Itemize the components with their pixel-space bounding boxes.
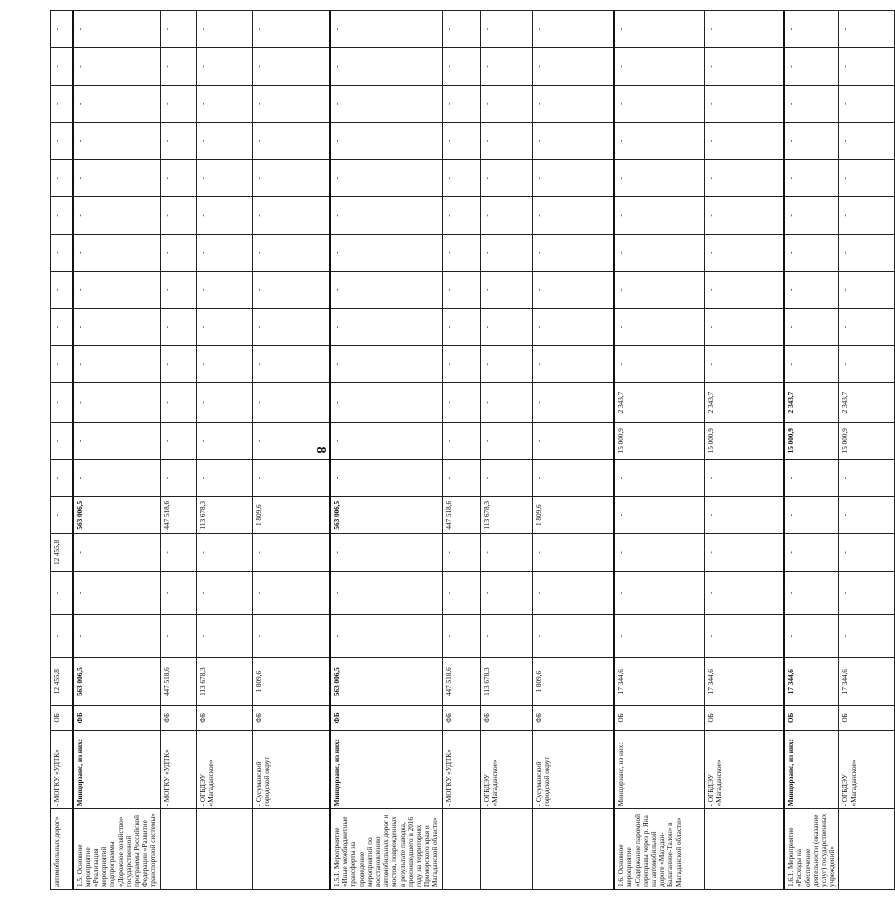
cell-c14: - xyxy=(73,271,161,308)
cell-c11: - xyxy=(196,383,252,422)
table-row xyxy=(442,11,480,890)
cell-c18: - xyxy=(784,122,839,159)
page-number: 8 xyxy=(313,446,328,454)
cell-c3: ФБ xyxy=(532,705,614,730)
cell-c6: - xyxy=(704,571,784,614)
cell-c9: - xyxy=(196,459,252,496)
cell-c15: - xyxy=(480,234,532,271)
cell-c11: 2 343,7 xyxy=(704,383,784,422)
cell-c5: - xyxy=(73,614,161,657)
cell-c9: - xyxy=(614,459,704,496)
cell-c16: - xyxy=(614,197,704,234)
cell-c7: - xyxy=(73,534,161,571)
cell-c18: - xyxy=(480,122,532,159)
cell-c11: - xyxy=(252,383,330,422)
cell-c6: - xyxy=(784,571,839,614)
cell-c1 xyxy=(839,809,895,890)
cell-c1: 1.6.1. Мероприятие «Расходы на обеспечение деятельности (оказание услуг) государственных учреждений» xyxy=(784,809,839,890)
cell-c7: - xyxy=(160,534,196,571)
cell-c1 xyxy=(442,809,480,890)
cell-c2: - МОГКУ «УДТК» xyxy=(442,730,480,809)
cell-c10: - xyxy=(480,422,532,459)
cell-c17: - xyxy=(160,160,196,197)
cell-c8: - xyxy=(839,497,895,534)
cell-c10: 15 000,9 xyxy=(614,422,704,459)
cell-c6: - xyxy=(51,571,73,614)
table-row xyxy=(252,11,330,890)
cell-c17: - xyxy=(532,160,614,197)
cell-c2: - Сусуманский городской округ xyxy=(252,730,330,809)
cell-c14: - xyxy=(532,271,614,308)
table-row xyxy=(330,11,442,890)
cell-c20: - xyxy=(614,48,704,85)
cell-c8: - xyxy=(614,497,704,534)
cell-c19: - xyxy=(73,85,161,122)
cell-c16: - xyxy=(160,197,196,234)
cell-c12: - xyxy=(73,346,161,383)
cell-c4: 17 344,6 xyxy=(784,658,839,706)
cell-c21: - xyxy=(51,11,73,48)
cell-c4: 1 809,6 xyxy=(252,658,330,706)
cell-c8: - xyxy=(704,497,784,534)
budget-table xyxy=(50,10,895,890)
cell-c2: Минцорзанс, из них: xyxy=(784,730,839,809)
cell-c21: - xyxy=(532,11,614,48)
cell-c3: ФБ xyxy=(160,705,196,730)
cell-c14: - xyxy=(330,271,442,308)
cell-c21: - xyxy=(614,11,704,48)
cell-c12: - xyxy=(51,346,73,383)
cell-c15: - xyxy=(614,234,704,271)
cell-c15: - xyxy=(442,234,480,271)
cell-c5: - xyxy=(704,614,784,657)
cell-c4: 12 455,8 xyxy=(51,658,73,706)
cell-c12: - xyxy=(196,346,252,383)
cell-c18: - xyxy=(614,122,704,159)
cell-c21: - xyxy=(73,11,161,48)
cell-c15: - xyxy=(160,234,196,271)
cell-c11: - xyxy=(330,383,442,422)
table-row xyxy=(73,11,161,890)
cell-c1 xyxy=(704,809,784,890)
cell-c12: - xyxy=(442,346,480,383)
cell-c19: - xyxy=(160,85,196,122)
cell-c11: - xyxy=(480,383,532,422)
cell-c13: - xyxy=(160,308,196,345)
cell-c12: - xyxy=(784,346,839,383)
cell-c4: 1 809,6 xyxy=(532,658,614,706)
cell-c8: 1 809,6 xyxy=(532,497,614,534)
cell-c1 xyxy=(532,809,614,890)
cell-c20: - xyxy=(252,48,330,85)
cell-c21: - xyxy=(252,11,330,48)
cell-c11: - xyxy=(51,383,73,422)
cell-c15: - xyxy=(532,234,614,271)
cell-c8: 447 518,6 xyxy=(160,497,196,534)
cell-c16: - xyxy=(252,197,330,234)
cell-c14: - xyxy=(614,271,704,308)
cell-c8: 563 006,5 xyxy=(73,497,161,534)
cell-c14: - xyxy=(160,271,196,308)
cell-c9: - xyxy=(480,459,532,496)
cell-c4: 17 344,6 xyxy=(704,658,784,706)
cell-c13: - xyxy=(839,308,895,345)
cell-c15: - xyxy=(784,234,839,271)
cell-c6: - xyxy=(73,571,161,614)
cell-c3: ФБ xyxy=(480,705,532,730)
cell-c9: - xyxy=(160,459,196,496)
cell-c18: - xyxy=(196,122,252,159)
cell-c17: - xyxy=(51,160,73,197)
cell-c7: - xyxy=(532,534,614,571)
cell-c16: - xyxy=(704,197,784,234)
cell-c3: ОБ xyxy=(704,705,784,730)
cell-c5: - xyxy=(51,614,73,657)
cell-c8: - xyxy=(784,497,839,534)
cell-c20: - xyxy=(196,48,252,85)
cell-c4: 563 006,5 xyxy=(73,658,161,706)
cell-c6: - xyxy=(532,571,614,614)
cell-c15: - xyxy=(839,234,895,271)
cell-c13: - xyxy=(480,308,532,345)
cell-c15: - xyxy=(704,234,784,271)
cell-c15: - xyxy=(51,234,73,271)
cell-c11: 2 343,7 xyxy=(614,383,704,422)
cell-c7: - xyxy=(442,534,480,571)
cell-c20: - xyxy=(160,48,196,85)
cell-c21: - xyxy=(442,11,480,48)
cell-c20: - xyxy=(532,48,614,85)
cell-c8: 1 809,6 xyxy=(252,497,330,534)
cell-c11: - xyxy=(73,383,161,422)
cell-c4: 17 344,6 xyxy=(839,658,895,706)
cell-c20: - xyxy=(330,48,442,85)
cell-c4: 447 518,6 xyxy=(442,658,480,706)
cell-c3: ОБ xyxy=(784,705,839,730)
cell-c17: - xyxy=(614,160,704,197)
cell-c7: - xyxy=(614,534,704,571)
cell-c17: - xyxy=(480,160,532,197)
cell-c13: - xyxy=(330,308,442,345)
cell-c19: - xyxy=(480,85,532,122)
cell-c1: автомобильных дорог» xyxy=(51,809,73,890)
cell-c5: - xyxy=(252,614,330,657)
cell-c9: - xyxy=(784,459,839,496)
cell-c9: - xyxy=(704,459,784,496)
cell-c15: - xyxy=(330,234,442,271)
cell-c2: - МОГКУ «УДТК» xyxy=(51,730,73,809)
cell-c13: - xyxy=(704,308,784,345)
cell-c16: - xyxy=(839,197,895,234)
cell-c5: - xyxy=(614,614,704,657)
cell-c21: - xyxy=(839,11,895,48)
cell-c7: 12 455,8 xyxy=(51,534,73,571)
cell-c1 xyxy=(196,809,252,890)
cell-c4: 447 518,6 xyxy=(160,658,196,706)
cell-c18: - xyxy=(330,122,442,159)
cell-c21: - xyxy=(704,11,784,48)
cell-c6: - xyxy=(196,571,252,614)
cell-c19: - xyxy=(839,85,895,122)
cell-c2: - ОГБДЭУ «Магаданское» xyxy=(839,730,895,809)
cell-c12: - xyxy=(160,346,196,383)
cell-c6: - xyxy=(330,571,442,614)
cell-c6: - xyxy=(614,571,704,614)
cell-c17: - xyxy=(252,160,330,197)
cell-c9: - xyxy=(51,459,73,496)
cell-c21: - xyxy=(160,11,196,48)
cell-c14: - xyxy=(252,271,330,308)
cell-c6: - xyxy=(480,571,532,614)
cell-c17: - xyxy=(73,160,161,197)
cell-c13: - xyxy=(196,308,252,345)
cell-c21: - xyxy=(480,11,532,48)
cell-c18: - xyxy=(704,122,784,159)
cell-c2: - ОГБДЭУ «Магаданское» xyxy=(196,730,252,809)
cell-c10: - xyxy=(160,422,196,459)
cell-c13: - xyxy=(784,308,839,345)
cell-c18: - xyxy=(73,122,161,159)
table-row xyxy=(160,11,196,890)
cell-c3: ОБ xyxy=(51,705,73,730)
cell-c16: - xyxy=(196,197,252,234)
cell-c4: 113 678,3 xyxy=(480,658,532,706)
cell-c20: - xyxy=(704,48,784,85)
table-row xyxy=(480,11,532,890)
cell-c18: - xyxy=(252,122,330,159)
table-row xyxy=(51,11,73,890)
cell-c18: - xyxy=(532,122,614,159)
cell-c1 xyxy=(480,809,532,890)
cell-c12: - xyxy=(614,346,704,383)
cell-c15: - xyxy=(252,234,330,271)
cell-c3: ФБ xyxy=(196,705,252,730)
cell-c17: - xyxy=(196,160,252,197)
cell-c1: 1.5.1. Мероприятие «Иные межбюджетные трансферты на проведение мероприятий по восстановлению автомобильных дорог и мостов, поврежденных в результате паводка, произошедшего в 2016 году на территориях Приморского края и Магаданской области» xyxy=(330,809,442,890)
cell-c6: - xyxy=(442,571,480,614)
cell-c3: ОБ xyxy=(614,705,704,730)
cell-c17: - xyxy=(442,160,480,197)
cell-c4: 563 006,5 xyxy=(330,658,442,706)
cell-c17: - xyxy=(330,160,442,197)
cell-c13: - xyxy=(614,308,704,345)
cell-c7: - xyxy=(330,534,442,571)
cell-c17: - xyxy=(839,160,895,197)
cell-c2: - ОГБДЭУ «Магаданское» xyxy=(704,730,784,809)
cell-c1 xyxy=(160,809,196,890)
cell-c16: - xyxy=(784,197,839,234)
cell-c1: 1.5. Основное мероприятие «Реализация мероприятий подпрограммы «Дорожное хозяйство» государственной программы Российской Федерации «Развитие транспортной системы» xyxy=(73,809,161,890)
cell-c17: - xyxy=(784,160,839,197)
cell-c5: - xyxy=(196,614,252,657)
cell-c5: - xyxy=(480,614,532,657)
cell-c11: 2 343,7 xyxy=(784,383,839,422)
cell-c19: - xyxy=(442,85,480,122)
cell-c12: - xyxy=(330,346,442,383)
cell-c21: - xyxy=(330,11,442,48)
cell-c6: - xyxy=(160,571,196,614)
cell-c11: - xyxy=(160,383,196,422)
cell-c19: - xyxy=(784,85,839,122)
cell-c12: - xyxy=(480,346,532,383)
cell-c8: - xyxy=(51,497,73,534)
rotated-table-wrapper xyxy=(50,10,858,890)
cell-c7: - xyxy=(704,534,784,571)
cell-c16: - xyxy=(442,197,480,234)
cell-c7: - xyxy=(839,534,895,571)
cell-c5: - xyxy=(784,614,839,657)
cell-c11: - xyxy=(442,383,480,422)
cell-c18: - xyxy=(839,122,895,159)
cell-c12: - xyxy=(532,346,614,383)
cell-c18: - xyxy=(51,122,73,159)
cell-c9: - xyxy=(252,459,330,496)
cell-c2: - Сусуманский городской округ xyxy=(532,730,614,809)
cell-c13: - xyxy=(252,308,330,345)
cell-c4: 113 678,3 xyxy=(196,658,252,706)
cell-c2: Минцорзанс, из них: xyxy=(73,730,161,809)
cell-c16: - xyxy=(532,197,614,234)
cell-c10: - xyxy=(73,422,161,459)
cell-c19: - xyxy=(704,85,784,122)
cell-c8: 113 678,3 xyxy=(196,497,252,534)
cell-c7: - xyxy=(784,534,839,571)
cell-c10: - xyxy=(51,422,73,459)
cell-c1 xyxy=(252,809,330,890)
cell-c5: - xyxy=(442,614,480,657)
cell-c3: ФБ xyxy=(330,705,442,730)
cell-c3: ФБ xyxy=(442,705,480,730)
cell-c16: - xyxy=(73,197,161,234)
cell-c12: - xyxy=(839,346,895,383)
cell-c13: - xyxy=(51,308,73,345)
cell-c10: 15 000,9 xyxy=(839,422,895,459)
cell-c16: - xyxy=(51,197,73,234)
cell-c10: - xyxy=(196,422,252,459)
cell-c20: - xyxy=(839,48,895,85)
cell-c1: 1.6. Основное мероприятие «Содержание паромной переправы через р. Яна на автомобильной дороге «Магадан-Балаганное-Талон» в Магаданской области» xyxy=(614,809,704,890)
cell-c2: - ОГБДЭУ «Магаданское» xyxy=(480,730,532,809)
table-row xyxy=(704,11,784,890)
cell-c11: 2 343,7 xyxy=(839,383,895,422)
cell-c12: - xyxy=(252,346,330,383)
cell-c14: - xyxy=(196,271,252,308)
cell-c20: - xyxy=(784,48,839,85)
cell-c9: - xyxy=(330,459,442,496)
cell-c2: Минцорзанс, из них: xyxy=(614,730,704,809)
cell-c10: - xyxy=(252,422,330,459)
cell-c19: - xyxy=(252,85,330,122)
cell-c3: ОБ xyxy=(839,705,895,730)
cell-c19: - xyxy=(532,85,614,122)
cell-c9: - xyxy=(532,459,614,496)
cell-c21: - xyxy=(784,11,839,48)
cell-c18: - xyxy=(160,122,196,159)
cell-c9: - xyxy=(839,459,895,496)
cell-c8: 563 006,5 xyxy=(330,497,442,534)
cell-c10: - xyxy=(330,422,442,459)
cell-c7: - xyxy=(196,534,252,571)
cell-c20: - xyxy=(73,48,161,85)
cell-c5: - xyxy=(839,614,895,657)
table-row xyxy=(614,11,704,890)
cell-c5: - xyxy=(532,614,614,657)
cell-c4: 17 344,6 xyxy=(614,658,704,706)
cell-c8: 447 518,6 xyxy=(442,497,480,534)
cell-c9: - xyxy=(73,459,161,496)
cell-c16: - xyxy=(330,197,442,234)
table-row xyxy=(532,11,614,890)
cell-c17: - xyxy=(704,160,784,197)
cell-c19: - xyxy=(614,85,704,122)
cell-c14: - xyxy=(839,271,895,308)
cell-c19: - xyxy=(196,85,252,122)
cell-c13: - xyxy=(442,308,480,345)
cell-c16: - xyxy=(480,197,532,234)
cell-c20: - xyxy=(442,48,480,85)
cell-c3: ФБ xyxy=(73,705,161,730)
cell-c14: - xyxy=(704,271,784,308)
cell-c14: - xyxy=(442,271,480,308)
cell-c2: Минцорзанс, из них: xyxy=(330,730,442,809)
cell-c10: - xyxy=(442,422,480,459)
cell-c14: - xyxy=(480,271,532,308)
cell-c15: - xyxy=(73,234,161,271)
cell-c9: - xyxy=(442,459,480,496)
cell-c7: - xyxy=(252,534,330,571)
cell-c5: - xyxy=(330,614,442,657)
cell-c20: - xyxy=(480,48,532,85)
cell-c11: - xyxy=(532,383,614,422)
table-row xyxy=(196,11,252,890)
cell-c21: - xyxy=(196,11,252,48)
cell-c15: - xyxy=(196,234,252,271)
cell-c19: - xyxy=(330,85,442,122)
cell-c5: - xyxy=(160,614,196,657)
cell-c10: 15 000,9 xyxy=(704,422,784,459)
cell-c14: - xyxy=(784,271,839,308)
cell-c12: - xyxy=(704,346,784,383)
cell-c2: - МОГКУ «УДТК» xyxy=(160,730,196,809)
cell-c18: - xyxy=(442,122,480,159)
cell-c6: - xyxy=(252,571,330,614)
table-row xyxy=(839,11,895,890)
cell-c13: - xyxy=(532,308,614,345)
cell-c20: - xyxy=(51,48,73,85)
cell-c7: - xyxy=(480,534,532,571)
cell-c14: - xyxy=(51,271,73,308)
cell-c10: 15 000,9 xyxy=(784,422,839,459)
cell-c8: 113 678,3 xyxy=(480,497,532,534)
cell-c19: - xyxy=(51,85,73,122)
cell-c10: - xyxy=(532,422,614,459)
cell-c6: - xyxy=(839,571,895,614)
table-row xyxy=(784,11,839,890)
cell-c13: - xyxy=(73,308,161,345)
cell-c3: ФБ xyxy=(252,705,330,730)
